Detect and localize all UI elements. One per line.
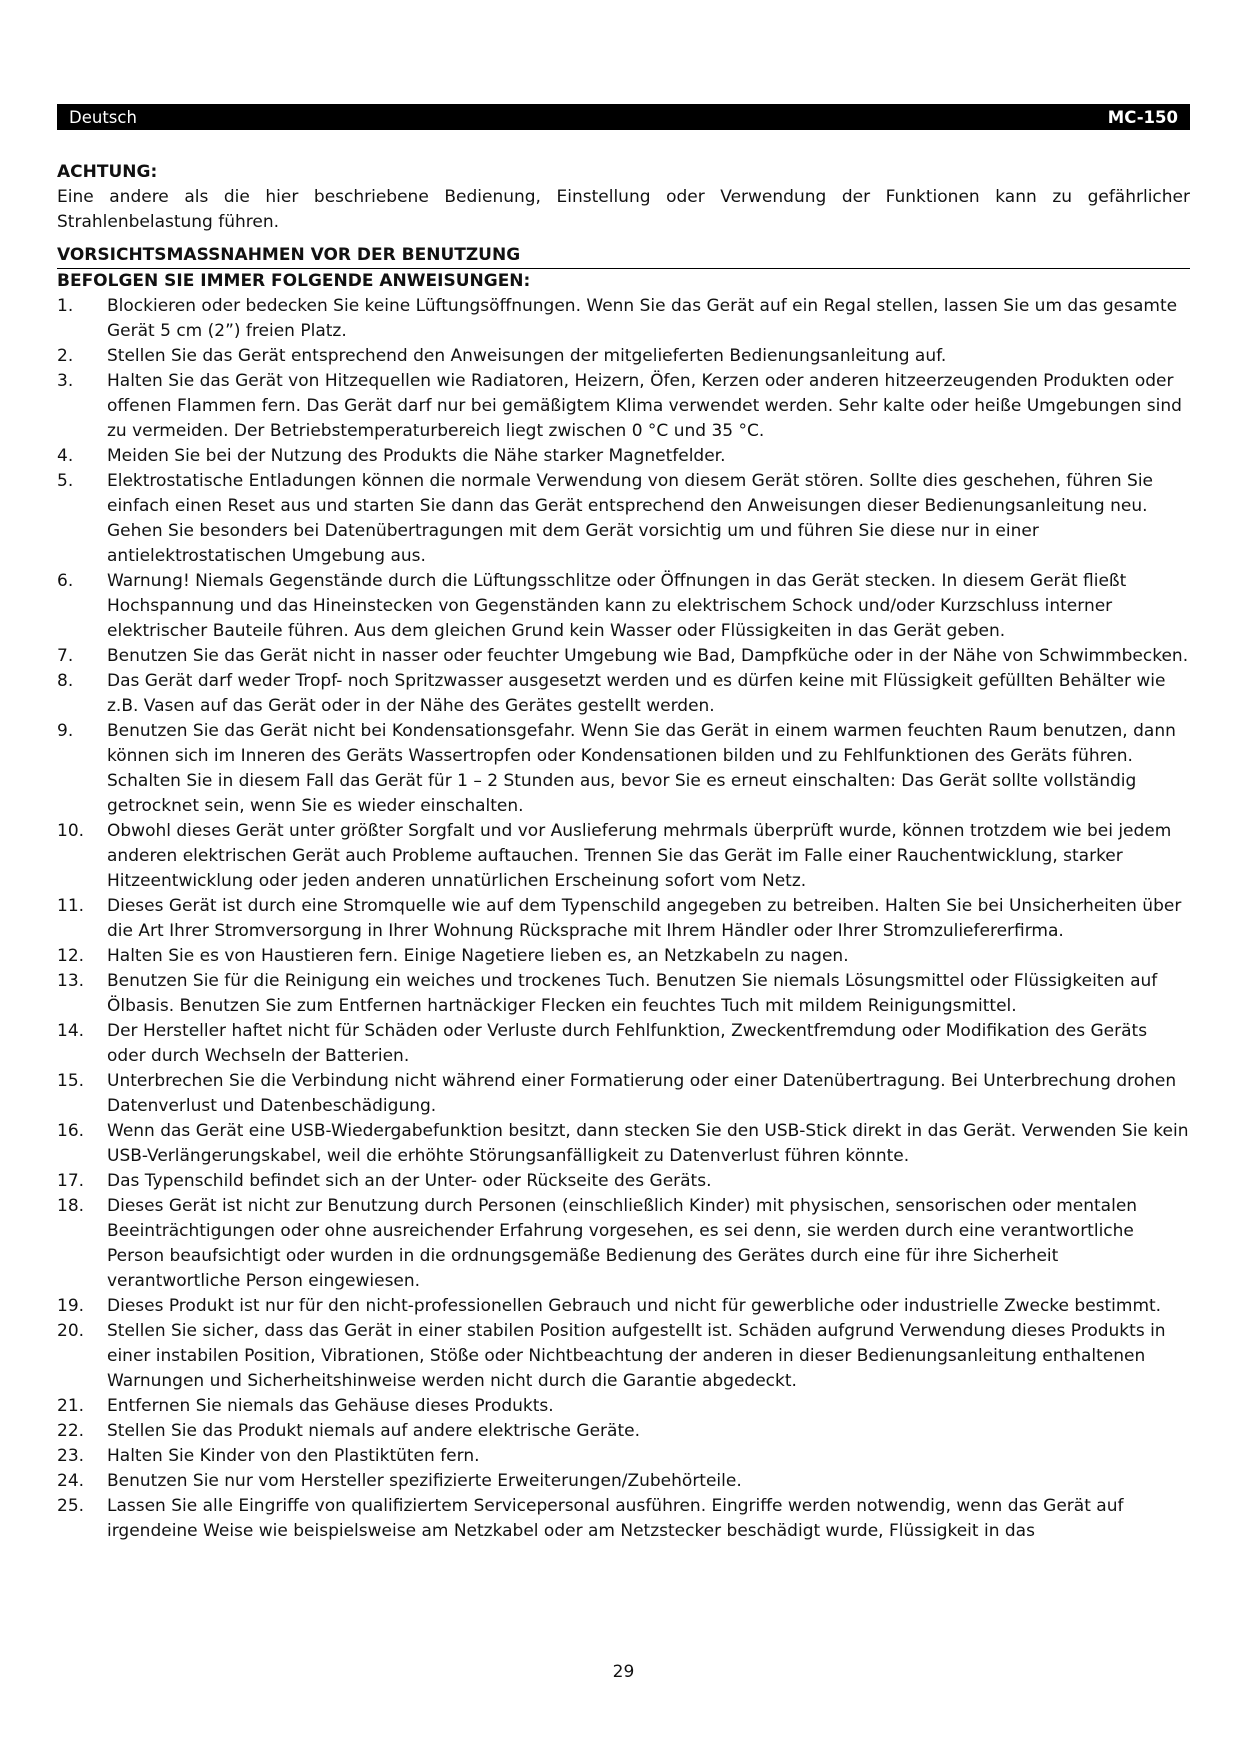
list-item-number: 13. <box>57 971 85 991</box>
list-item <box>57 644 1190 669</box>
list-item-number: 7. <box>57 646 74 666</box>
list-item-number: 12. <box>57 946 85 966</box>
list-item <box>57 969 1190 1019</box>
header-bar <box>57 104 1190 130</box>
list-item <box>57 669 1190 719</box>
list-item-number: 21. <box>57 1396 85 1416</box>
list-item-text: Das Typenschild befindet sich an der Unter- oder Rückseite des Geräts. <box>107 1171 712 1191</box>
list-item-number: 14. <box>57 1021 85 1041</box>
list-item <box>57 719 1190 819</box>
list-item-text: Dieses Gerät ist durch eine Stromquelle wie auf dem Typenschild angegeben zu betreiben. Halten Sie bei Unsicherheiten über die Art Ihrer Stromversorgung in Ihrer Wohnung Rücksprache mit Ihrem Händler oder Ihrer Stromzuliefererfirma. <box>107 896 1182 941</box>
list-item <box>57 344 1190 369</box>
document-content <box>57 160 1190 1544</box>
rules-list <box>57 294 1190 1544</box>
list-item <box>57 1069 1190 1119</box>
list-item-number: 15. <box>57 1071 85 1091</box>
header-model: MC-150 <box>1107 107 1178 127</box>
list-item-text: Benutzen Sie nur vom Hersteller spezifizierte Erweiterungen/Zubehörteile. <box>107 1471 742 1491</box>
list-item <box>57 894 1190 944</box>
list-item-number: 1. <box>57 296 74 316</box>
list-item-number: 22. <box>57 1421 85 1441</box>
list-item <box>57 944 1190 969</box>
list-item-text: Halten Sie Kinder von den Plastiktüten fern. <box>107 1446 480 1466</box>
list-item <box>57 469 1190 569</box>
list-item <box>57 1119 1190 1169</box>
list-item-number: 4. <box>57 446 74 466</box>
section-title: VORSICHTSMASSNAHMEN VOR DER BENUTZUNG <box>57 245 521 265</box>
list-item-text: Elektrostatische Entladungen können die normale Verwendung von diesem Gerät stören. Sollte dies geschehen, führen Sie einfach einen Reset aus und starten Sie dann das Gerät entsprechend den Anweisungen dieser Bedienungsanleitung neu. Gehen Sie besonders bei Datenübertragungen mit dem Gerät vorsichtig um und führen Sie diese nur in einer antielektrostatischen Umgebung aus. <box>107 471 1154 566</box>
list-item <box>57 819 1190 894</box>
list-item-text: Benutzen Sie das Gerät nicht in nasser oder feuchter Umgebung wie Bad, Dampfküche oder in der Nähe von Schwimmbecken. <box>107 646 1189 666</box>
warning-title: ACHTUNG: <box>57 162 158 182</box>
list-item-text: Obwohl dieses Gerät unter größter Sorgfalt und vor Auslieferung mehrmals überprüft wurde, können trotzdem wie bei jedem anderen elektrischen Gerät auch Probleme auftauchen. Trennen Sie das Gerät im Falle einer Rauchentwicklung, starker Hitzeentwicklung oder jeden anderen unnatürlichen Erscheinung sofort vom Netz. <box>107 821 1172 891</box>
list-item-text: Benutzen Sie das Gerät nicht bei Kondensationsgefahr. Wenn Sie das Gerät in einem warmen feuchten Raum benutzen, dann können sich im Inneren des Geräts Wassertropfen oder Kondensationen bilden und zu Fehlfunktionen des Geräts führen. Schalten Sie in diesem Fall das Gerät für 1 – 2 Stunden aus, bevor Sie es erneut einschalten: Das Gerät sollte vollständig getrocknet sein, wenn Sie es wieder einschalten. <box>107 721 1176 816</box>
list-item <box>57 1019 1190 1069</box>
list-item-number: 20. <box>57 1321 85 1341</box>
section-subtitle: BEFOLGEN SIE IMMER FOLGENDE ANWEISUNGEN: <box>57 268 1190 294</box>
list-item-number: 10. <box>57 821 85 841</box>
list-item-number: 25. <box>57 1496 85 1516</box>
list-item-number: 6. <box>57 571 74 591</box>
list-item-text: Dieses Produkt ist nur für den nicht-professionellen Gebrauch und nicht für gewerbliche oder industrielle Zwecke bestimmt. <box>107 1296 1162 1316</box>
list-item-number: 24. <box>57 1471 85 1491</box>
list-item-number: 18. <box>57 1196 85 1216</box>
list-item-number: 8. <box>57 671 74 691</box>
list-item-text: Halten Sie es von Haustieren fern. Einige Nagetiere lieben es, an Netzkabeln zu nagen. <box>107 946 849 966</box>
list-item <box>57 1494 1190 1544</box>
list-item-text: Entfernen Sie niemals das Gehäuse dieses Produkts. <box>107 1396 554 1416</box>
list-item <box>57 1319 1190 1394</box>
warning-text: Eine andere als die hier beschriebene Bedienung, Einstellung oder Verwendung der Funktionen kann zu gefährlicher Strahlenbelastung führen. <box>57 187 1190 232</box>
list-item-text: Wenn das Gerät eine USB-Wiedergabefunktion besitzt, dann stecken Sie den USB-Stick direkt in das Gerät. Verwenden Sie kein USB-Verlängerungskabel, weil die erhöhte Störungsanfälligkeit zu Datenverlust führen könnte. <box>107 1121 1189 1166</box>
list-item-number: 5. <box>57 471 74 491</box>
list-item-text: Halten Sie das Gerät von Hitzequellen wie Radiatoren, Heizern, Öfen, Kerzen oder anderen hitzeerzeugenden Produkten oder offenen Flammen fern. Das Gerät darf nur bei gemäßigtem Klima verwendet werden. Sehr kalte oder heiße Umgebungen sind zu vermeiden. Der Betriebstemperaturbereich liegt zwischen 0 °C und 35 °C. <box>107 371 1182 441</box>
list-item-number: 2. <box>57 346 74 366</box>
list-item <box>57 1194 1190 1294</box>
list-item-text: Stellen Sie sicher, dass das Gerät in einer stabilen Position aufgestellt ist. Schäden aufgrund Verwendung dieses Produkts in einer instabilen Position, Vibrationen, Stöße oder Nichtbeachtung der anderen in dieser Bedienungsanleitung enthaltenen Warnungen und Sicherheitshinweise werden nicht durch die Garantie abgedeckt. <box>107 1321 1166 1391</box>
page-number: 29 <box>612 1662 635 1682</box>
list-item-text: Stellen Sie das Gerät entsprechend den Anweisungen der mitgelieferten Bedienungsanleitung auf. <box>107 346 947 366</box>
header-language: Deutsch <box>69 107 137 127</box>
list-item-text: Unterbrechen Sie die Verbindung nicht während einer Formatierung oder einer Datenübertragung. Bei Unterbrechung drohen Datenverlust und Datenbeschädigung. <box>107 1071 1177 1116</box>
list-item <box>57 569 1190 644</box>
list-item <box>57 1419 1190 1444</box>
list-item <box>57 369 1190 444</box>
list-item-text: Benutzen Sie für die Reinigung ein weiches und trockenes Tuch. Benutzen Sie niemals Lösungsmittel oder Flüssigkeiten auf Ölbasis. Benutzen Sie zum Entfernen hartnäckiger Flecken ein feuchtes Tuch mit mildem Reinigungsmittel. <box>107 971 1158 1016</box>
list-item <box>57 1469 1190 1494</box>
list-item-number: 11. <box>57 896 85 916</box>
list-item <box>57 1444 1190 1469</box>
list-item-text: Lassen Sie alle Eingriffe von qualifiziertem Servicepersonal ausführen. Eingriffe werden notwendig, wenn das Gerät auf irgendeine Weise wie beispielsweise am Netzkabel oder am Netzstecker beschädigt wurde, Flüssigkeit in das <box>107 1496 1124 1541</box>
list-item <box>57 1294 1190 1319</box>
list-item-text: Meiden Sie bei der Nutzung des Produkts die Nähe starker Magnetfelder. <box>107 446 726 466</box>
list-item-text: Das Gerät darf weder Tropf- noch Spritzwasser ausgesetzt werden und es dürfen keine mit Flüssigkeit gefüllten Behälter wie z.B. Vasen auf das Gerät oder in der Nähe des Gerätes gestellt werden. <box>107 671 1166 716</box>
list-item-number: 17. <box>57 1171 85 1191</box>
list-item-number: 23. <box>57 1446 85 1466</box>
list-item <box>57 294 1190 344</box>
list-item-text: Blockieren oder bedecken Sie keine Lüftungsöffnungen. Wenn Sie das Gerät auf ein Regal stellen, lassen Sie um das gesamte Gerät 5 cm (2”) freien Platz. <box>107 296 1178 341</box>
list-item <box>57 1394 1190 1419</box>
list-item <box>57 1169 1190 1194</box>
list-item-number: 9. <box>57 721 74 741</box>
list-item-number: 19. <box>57 1296 85 1316</box>
list-item-text: Der Hersteller haftet nicht für Schäden oder Verluste durch Fehlfunktion, Zweckentfremdung oder Modifikation des Geräts oder durch Wechseln der Batterien. <box>107 1021 1148 1066</box>
list-item-number: 3. <box>57 371 74 391</box>
list-item-text: Stellen Sie das Produkt niemals auf andere elektrische Geräte. <box>107 1421 640 1441</box>
list-item-number: 16. <box>57 1121 85 1141</box>
list-item <box>57 444 1190 469</box>
list-item-text: Dieses Gerät ist nicht zur Benutzung durch Personen (einschließlich Kinder) mit physischen, sensorischen oder mentalen Beeinträchtigungen oder ohne ausreichender Erfahrung vorgesehen, es sei denn, sie werden durch eine verantwortliche Person beaufsichtigt oder wurden in die ordnungsgemäße Bedienung des Gerätes durch eine für ihre Sicherheit verantwortliche Person eingewiesen. <box>107 1196 1138 1291</box>
list-item-text: Warnung! Niemals Gegenstände durch die Lüftungsschlitze oder Öffnungen in das Gerät stecken. In diesem Gerät fließt Hochspannung und das Hineinstecken von Gegenständen kann zu elektrischem Schock und/oder Kurzschluss interner elektrischer Bauteile führen. Aus dem gleichen Grund kein Wasser oder Flüssigkeiten in das Gerät geben. <box>107 571 1127 641</box>
